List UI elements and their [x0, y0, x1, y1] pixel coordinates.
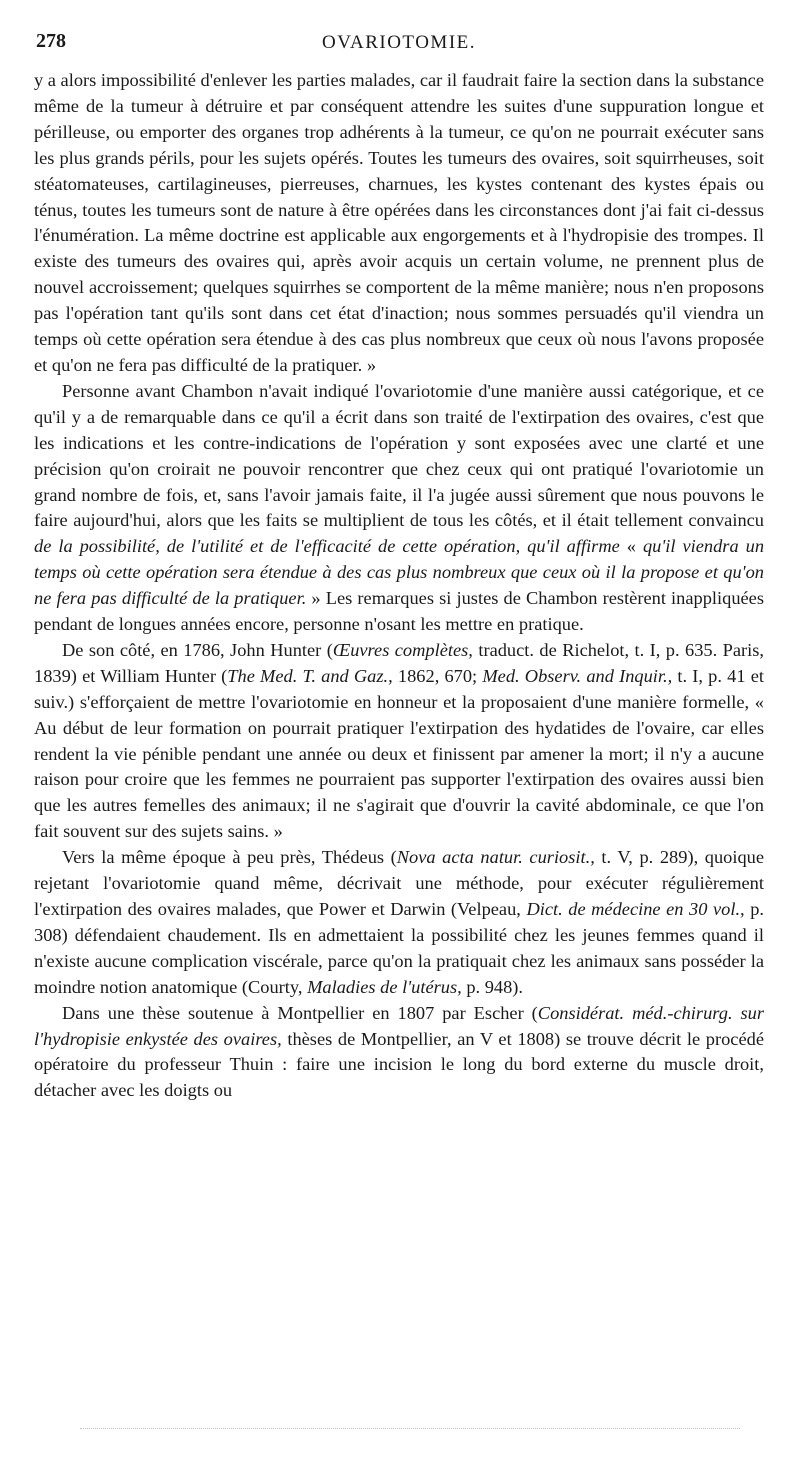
- text-run: Dans une thèse soutenue à Montpellier en 1807 par Escher (: [62, 1002, 538, 1023]
- text-run: p. 308) défendaient chaudement. Ils en admettaient la possibilité chez les jeunes femmes quand il n'existe aucune complication viscérale, parce qu'on la pratiquait chez les animaux sans posséder la moindre notion anatomique (Courty,: [34, 899, 764, 997]
- text-run: » Les remarques si justes de Chambon restèrent inappliquées pendant de longues années encore, personne n'osant les mettre en pratique.: [34, 588, 764, 635]
- text-run: p. 948).: [461, 976, 524, 997]
- italic-run: Considérat. méd.-chirurg. sur l'hydropisie enkystée des ovaires,: [34, 1002, 764, 1049]
- running-title: OVARIOTOMIE.: [322, 32, 476, 53]
- paragraph-3: [34, 638, 764, 845]
- italic-run: qu'il viendra un temps où cette opération sera étendue à des cas plus nombreux que ceux où il la propose et qu'on ne fera pas difficulté de la pratiquer.: [34, 536, 765, 609]
- page-header: [34, 30, 764, 60]
- paragraph-5: [34, 1001, 764, 1105]
- text-run: traduct. de Richelot, t. I, p. 635. Paris, 1839) et William Hunter (: [34, 639, 764, 686]
- italic-run: Dict. de médecine en 30 vol.,: [526, 899, 745, 919]
- text-run: t. I, p. 41 et suiv.) s'efforçaient de mettre l'ovariotomie en honneur et la proposaient d'une manière formelle, « Au début de leur formation on pourrait pratiquer l'extirpation des hydatides de l'ovaire, car elles rendent la vie pénible pendant une année ou deux et finissent par amener la mort; il n'y a aucune raison pour croire que les femmes ne pourraient pas supporter l'extirpation des ovaires aussi bien que les autres femelles des animaux; il ne s'agirait que d'ouvrir la cavité abdominale, ce que l'on fait souvent sur des sujets sains. »: [34, 665, 764, 842]
- italic-run: Nova acta natur. curiosit.,: [396, 847, 595, 868]
- italic-run: Œuvres complètes,: [332, 639, 473, 660]
- text-run: 1862, 670;: [392, 665, 483, 686]
- italic-run: Med. Observ. and Inquir.,: [482, 665, 673, 686]
- text-run: Vers la même époque à peu près, Thédeus (: [62, 847, 397, 868]
- text-run: De son côté, en 1786, John Hunter (: [62, 639, 333, 660]
- text-run: Personne avant Chambon n'avait indiqué l'ovariotomie d'une manière aussi catégorique, et ce qu'il y a de remarquable dans ce qu'il a écrit dans son traité de l'extirpation des ovaires, c'est que les indications et les contre-indications de l'opération y sont exposées avec une clarté et une précision qu'on croirait ne pouvoir rencontrer que chez ceux qui ont pratiqué l'ovariotomie un grand nombre de fois, et, sans l'avoir jamais faite, il l'a jugée aussi sûrement que nous pouvons le faire aujourd'hui, alors que les faits se multiplient de tous les côtés, et il était tellement convaincu: [34, 380, 764, 531]
- page-number: 278: [36, 30, 66, 52]
- paragraph-1: y a alors impossibilité d'enlever les parties malades, car il faudrait faire la section dans la substance même de la tumeur à détruire et par conséquent attendre les suites d'une suppuration longue et périlleuse, ou emporter des organes trop adhérents à la tumeur, ce qu'on ne pourrait exécuter sans les plus grands périls, pour les sujets opérés. Toutes les tumeurs des ovaires, soit squirrheuses, soit stéatomateuses, cartilagineuses, pierreuses, charnues, les kystes contenant des kystes épais ou ténus, toutes les tumeurs sont de nature à être opérées dans les circonstances dont j'ai fait ci-dessus l'énumération. La même doctrine est applicable aux engorgements et à l'hydropisie des trompes. Il existe des tumeurs des ovaires qui, après avoir acquis un certain volume, ne prennent plus de nouvel accroissement; quelques squirrhes se comportent de la même manière; nous n'en proposons pas l'opération tant qu'ils sont dans cet état d'inaction; nous sommes persuadés qu'il viendra un temps où cette opération sera étendue à des cas plus nombreux que ceux où nous l'avons proposée et qu'on ne fera pas difficulté de la pratiquer. »: [34, 70, 764, 375]
- text-run: thèses de Montpellier, an V et 1808) se trouve décrit le procédé opératoire du professeur Thuin : faire une incision le long du bord externe du muscle droit, détacher avec les doigts ou: [34, 1028, 764, 1101]
- paragraph-4: [34, 845, 764, 1000]
- paragraph-2: [34, 379, 764, 638]
- text-run: «: [619, 536, 643, 557]
- italic-run: The Med. T. and Gaz.,: [227, 665, 393, 686]
- text-run: t. V, p. 289), quoique rejetant l'ovariotomie quand même, décrivait une méthode, pour exécuter régulièrement l'extirpation des ovaires malades, que Power et Darwin (Velpeau,: [34, 847, 765, 919]
- body-text: [34, 68, 764, 1104]
- scan-artifact-divider: [80, 1428, 740, 1431]
- italic-run: Maladies de l'utérus,: [307, 976, 462, 997]
- italic-run: de la possibilité, de l'utilité et de l'efficacité de cette opération, qu'il affirme: [34, 536, 620, 557]
